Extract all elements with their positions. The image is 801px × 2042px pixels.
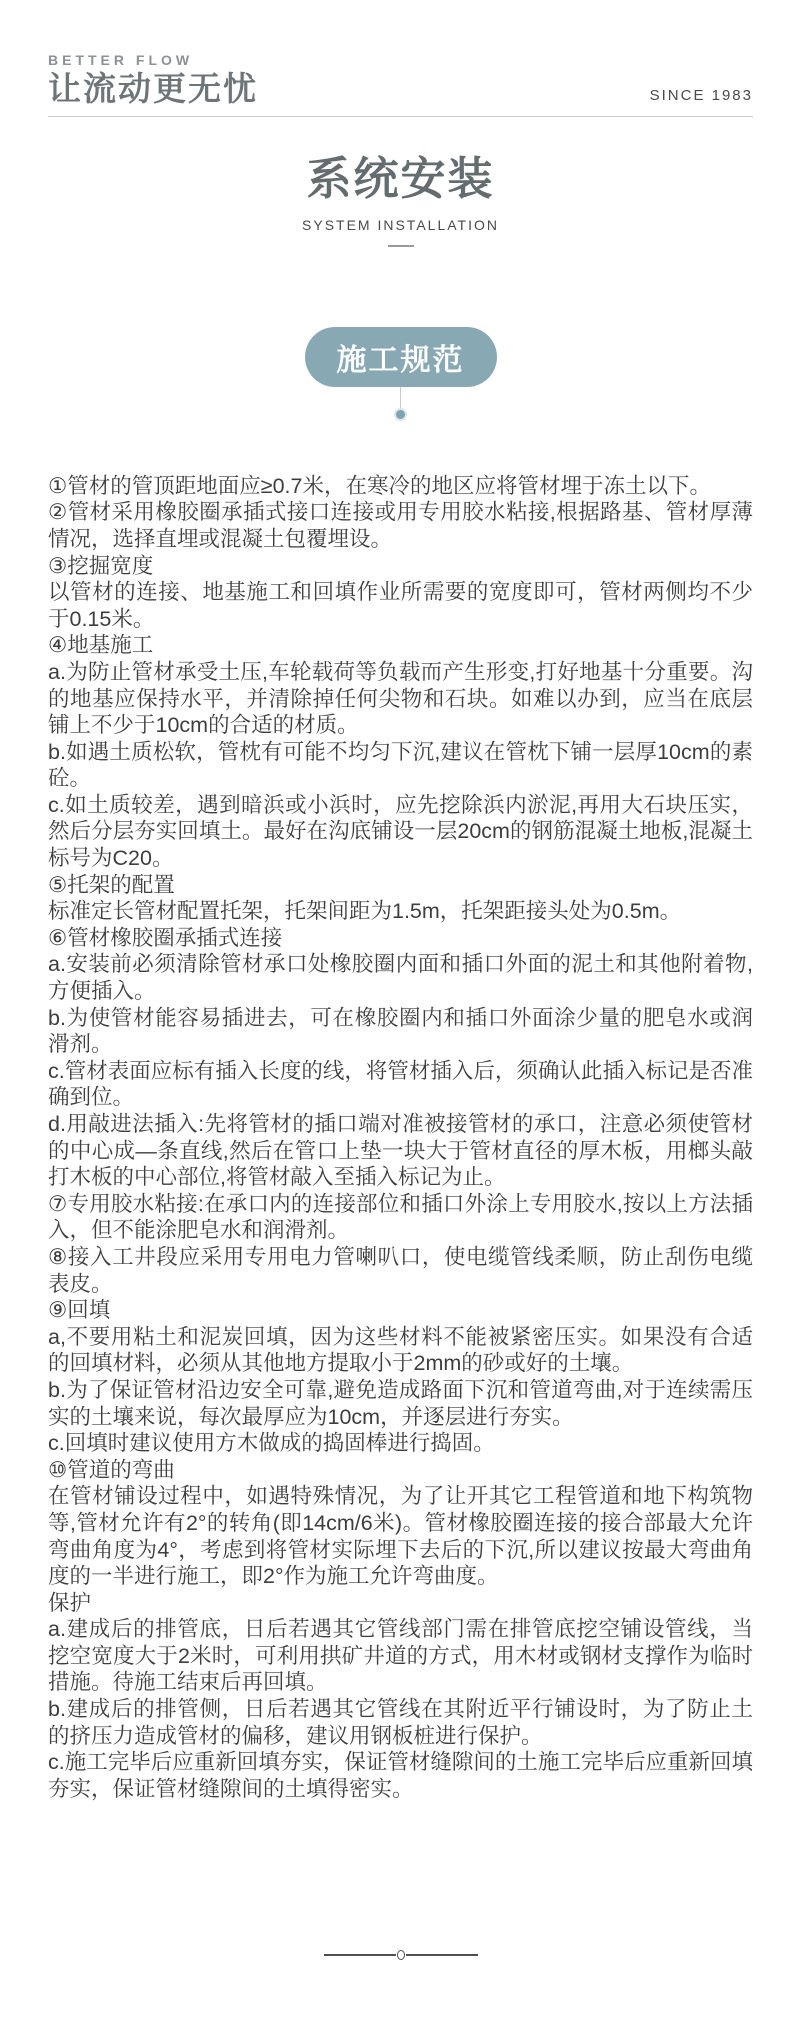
page-subtitle: SYSTEM INSTALLATION bbox=[302, 216, 499, 233]
spec-paragraph: b.建成后的排管侧，日后若遇其它管线在其附近平行铺设时，为了防止土的挤压力造成管材的偏移，建议用钢板桩进行保护。 bbox=[48, 1697, 753, 1748]
spec-paragraph: 在管材铺设过程中，如遇特殊情况，为了让开其它工程管道和地下构筑物等,管材允许有2°的转角(即14cm/6米)。管材橡胶圈连接的接合部最大允许弯曲角度为4°，考虑到将管材实际埋下去后的下沉,所以建议按最大弯曲角度的一半进行施工，即2°作为施工允许弯曲度。 bbox=[48, 1484, 753, 1589]
spec-paragraph: ②管材采用橡胶圈承插式接口连接或用专用胶水粘接,根据路基、管材厚薄情况，选择直埋或混凝土包覆埋设。 bbox=[48, 500, 753, 551]
spec-paragraph: ⑥管材橡胶圈承插式连接 bbox=[48, 925, 283, 950]
spec-paragraph: c.施工完毕后应重新回填夯实，保证管材缝隙间的土施工完毕后应重新回填夯实，保证管材缝隙间的土填得密实。 bbox=[48, 1750, 753, 1801]
spec-paragraph: c.管材表面应标有插入长度的线，将管材插入后，须确认此插入标记是否准确到位。 bbox=[48, 1058, 753, 1110]
spec-paragraph: a.为防止管材承受土压,车轮载荷等负载而产生形变,打好地基十分重要。沟的地基应保持水平，并清除掉任何尖物和石块。如难以办到，应当在底层铺上不少于10cm的合适的材质。 bbox=[48, 659, 753, 738]
spec-paragraph: 以管材的连接、地基施工和回填作业所需要的宽度即可，管材两侧均不少于0.15米。 bbox=[48, 580, 753, 631]
footer-line-right bbox=[406, 1954, 478, 1956]
spec-paragraph: 保护 bbox=[48, 1590, 92, 1615]
spec-paragraph: ④地基施工 bbox=[48, 633, 154, 658]
spec-paragraph: ⑤托架的配置 bbox=[48, 872, 175, 897]
since-label: SINCE 1983 bbox=[649, 87, 753, 104]
page bbox=[0, 52, 801, 2042]
footer-divider bbox=[0, 1950, 801, 1960]
footer-line-left bbox=[324, 1954, 396, 1956]
brand-header bbox=[48, 52, 753, 110]
spec-paragraph: ③挖掘宽度 bbox=[48, 553, 154, 578]
spec-paragraph: b.如遇土质松软，管枕有可能不均匀下沉,建议在管枕下铺一层厚10cm的素砼。 bbox=[48, 739, 753, 791]
spec-paragraph: a.建成后的排管底，日后若遇其它管线部门需在排管底挖空铺设管线，当挖空宽度大于2米时，可利用拱矿井道的方式，用木材或钢材支撑作为临时措施。待施工结束后再回填。 bbox=[48, 1617, 753, 1695]
spec-paragraph: c.回填时建议使用方木做成的捣固棒进行捣固。 bbox=[48, 1431, 495, 1456]
spec-paragraph: d.用敲进法插入:先将管材的插口端对准被接管材的承口，注意必须使管材的中心成—条直线,然后在管口上垫一块大于管材直径的厚木板，用榔头敲打木板的中心部位,将管材敲入至插入标记为止。 bbox=[48, 1112, 753, 1190]
spec-paragraphs bbox=[48, 473, 753, 1803]
spec-paragraph: ⑨回填 bbox=[48, 1298, 111, 1323]
brand-logo-text: 让流动更无忧 bbox=[48, 70, 258, 107]
page-title: 系统安装 bbox=[306, 153, 495, 204]
spec-paragraph: 标准定长管材配置托架，托架间距为1.5m，托架距接头处为0.5m。 bbox=[48, 899, 682, 924]
spec-paragraph: ⑦专用胶水粘接:在承口内的连接部位和插口外涂上专用胶水,按以上方法插入，但不能涂肥皂水和润滑剂。 bbox=[48, 1191, 753, 1243]
spec-paragraph: a.安装前必须清除管材承口处橡胶圈内面和插口外面的泥土和其他附着物,方便插入。 bbox=[48, 952, 753, 1004]
section-badge-label: 施工规范 bbox=[336, 343, 465, 377]
spec-paragraph: b.为使管材能容易插进去，可在橡胶圈内和插口外面涂少量的肥皂水或润滑剂。 bbox=[48, 1005, 753, 1057]
spec-paragraph: a,不要用粘土和泥炭回填，因为这些材料不能被紧密压实。如果没有合适的回填材料，必须从其他地方提取小于2mm的砂或好的土壤。 bbox=[48, 1324, 753, 1376]
spec-paragraph: ⑧接入工井段应采用专用电力管喇叭口，使电缆管线柔顺，防止刮伤电缆表皮。 bbox=[48, 1244, 753, 1296]
badge-connector-dot-icon bbox=[394, 408, 407, 421]
spec-paragraph: b.为了保证管材沿边安全可靠,避免造成路面下沉和管道弯曲,对于连续需压实的土壤来说，每次最厚应为10cm，并逐层进行夯实。 bbox=[48, 1377, 753, 1429]
spec-paragraph: ①管材的管顶距地面应≥0.7米，在寒冷的地区应将管材埋于冻土以下。 bbox=[48, 473, 711, 498]
badge-connector-line bbox=[400, 387, 401, 408]
title-block bbox=[0, 153, 801, 247]
section-badge-group bbox=[0, 327, 801, 421]
header-divider bbox=[48, 116, 753, 117]
title-dash bbox=[388, 245, 414, 247]
spec-paragraph: ⑩管道的弯曲 bbox=[48, 1457, 175, 1482]
section-badge bbox=[305, 327, 497, 387]
spec-paragraph: c.如土质较差，遇到暗浜或小浜时，应先挖除浜内淤泥,再用大石块压实，然后分层夯实回填土。最好在沟底铺设一层20cm的钢筋混凝土地板,混凝土标号为C20。 bbox=[48, 792, 753, 871]
brand-tagline: BETTER FLOW bbox=[48, 52, 194, 68]
footer-circle-icon bbox=[397, 1950, 405, 1960]
